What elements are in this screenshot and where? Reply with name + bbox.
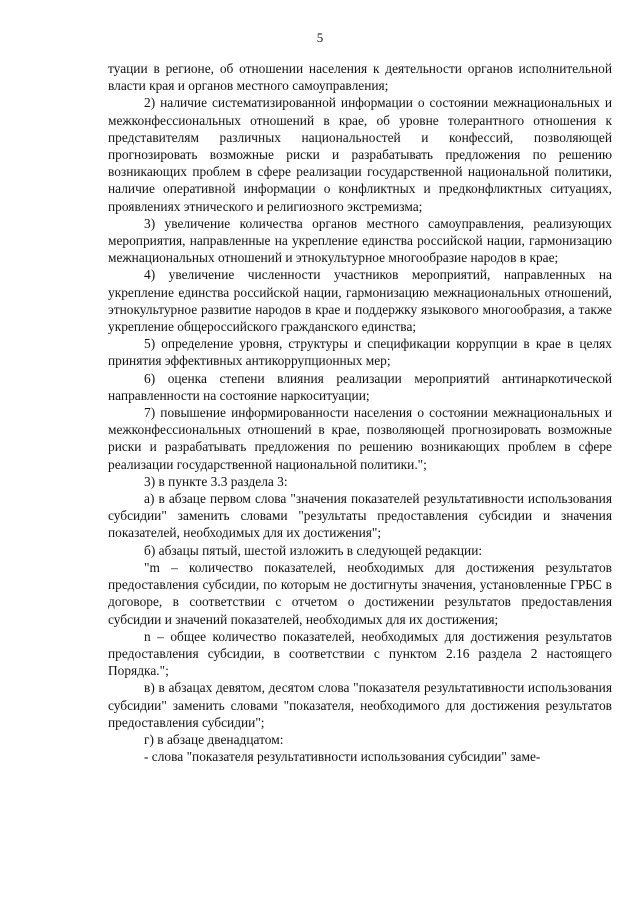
- document-body: [108, 60, 612, 765]
- paragraph-dash-item: - слова "показателя результативности использования субсидии" заме-: [144, 749, 541, 765]
- page-number: 5: [316, 30, 324, 45]
- paragraph-item-7: 7) повышение информированности населения о состоянии межнациональных и межконфессиональных отношений в крае, позволяющей прогнозировать возможные риски и разрабатывать предложения по решению возникающих проблем в сфере реализации государственной национальной политики.";: [108, 405, 612, 472]
- paragraph-subitem-g: г) в абзаце двенадцатом:: [144, 731, 284, 747]
- paragraph-subitem-v: в) в абзацах девятом, десятом слова "показателя результативности использования субсидии" заменить словами "показателя, необходимого для достижения результатов предоставления субсидии";: [108, 680, 612, 730]
- paragraph-item-6: 6) оценка степени влияния реализации мероприятий антинаркотической направленности на состояние наркоситуации;: [108, 370, 612, 403]
- paragraph-subitem-b: б) абзацы пятый, шестой изложить в следующей редакции:: [144, 542, 483, 558]
- paragraph-n-definition: n – общее количество показателей, необходимых для достижения результатов предоставления субсидии, в соответствии с пунктом 2.16 раздела 2 настоящего Порядка.";: [108, 628, 612, 679]
- paragraph-m-definition: "m – количество показателей, необходимых для достижения результатов предоставления субсидии, по которым не достигнуты значения, установленные ГРБС в договоре, в соответствии с отчетом о достижении результатов предоставления субсидии и значений показателей, необходимых для их достижения;: [108, 559, 612, 627]
- paragraph-item-3: 3) увеличение количества органов местного самоуправления, реализующих мероприятия, направленные на укрепление единства российской нации, гармонизацию межнациональных отношений и этнокультурное многообразие народов в крае;: [108, 215, 612, 266]
- paragraph-section-3-3: 3) в пункте 3.3 раздела 3:: [144, 473, 288, 489]
- paragraph-item-2: 2) наличие систематизированной информации о состоянии межнациональных и межконфессиональных отношений в крае, об уровне толерантного отношения к представителям различных национальностей и конфессий, позволяющей прогнозировать возможные риски и разрабатывать предложения по решению возникающих проблем в сфере реализации государственной национальной политики, наличие оперативной информации о конфликтных и предконфликтных ситуациях, проявлениях этнического и религиозного экстремизма;: [108, 95, 612, 214]
- paragraph-item-4: 4) увеличение численности участников мероприятий, направленных на укрепление единства российской нации, гармонизацию межнациональных отношений, этнокультурное развитие народов в крае и поддержку языкового многообразия, а также укрепление общероссийского гражданского единства;: [108, 267, 612, 335]
- paragraph-item-5: 5) определение уровня, структуры и спецификации коррупции в крае в целях принятия эффективных антикоррупционных мер;: [108, 336, 612, 369]
- paragraph-subitem-a: а) в абзаце первом слова "значения показателей результативности использования субсидии" заменить словами "результаты предоставления субсидии и значения показателей, необходимых для их достижения";: [108, 491, 612, 541]
- paragraph-continuation: туации в регионе, об отношении населения к деятельности органов исполнительной власти края и органов местного самоуправления;: [108, 61, 612, 94]
